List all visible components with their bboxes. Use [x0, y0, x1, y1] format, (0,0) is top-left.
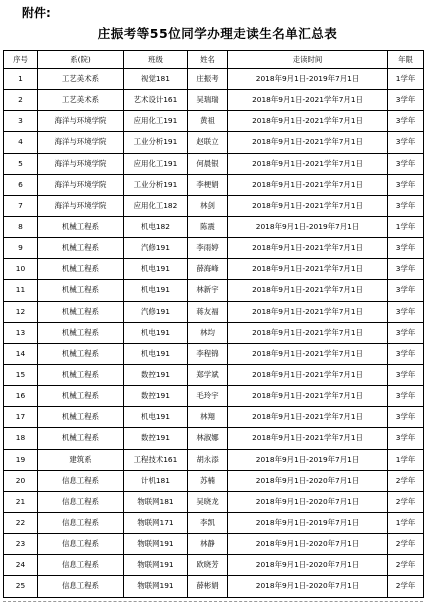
cell-class: 工业分析191 — [124, 174, 188, 195]
cell-commute-period: 2018年9月1日-2021学年7月1日 — [228, 322, 388, 343]
cell-class: 应用化工191 — [124, 153, 188, 174]
cell-duration: 3学年 — [388, 174, 424, 195]
page-bottom-divider — [3, 601, 423, 602]
cell-commute-period: 2018年9月1日-2021学年7月1日 — [228, 407, 388, 428]
cell-duration: 3学年 — [388, 90, 424, 111]
cell-class: 工程技术161 — [124, 449, 188, 470]
cell-commute-period: 2018年9月1日-2020年7月1日 — [228, 470, 388, 491]
cell-duration: 2学年 — [388, 576, 424, 597]
cell-index: 16 — [4, 386, 38, 407]
cell-duration: 3学年 — [388, 132, 424, 153]
cell-duration: 3学年 — [388, 428, 424, 449]
cell-commute-period: 2018年9月1日-2021学年7月1日 — [228, 238, 388, 259]
cell-index: 1 — [4, 69, 38, 90]
cell-class: 机电182 — [124, 216, 188, 237]
cell-index: 5 — [4, 153, 38, 174]
cell-name: 林静 — [188, 534, 228, 555]
cell-class: 物联网171 — [124, 512, 188, 533]
cell-class: 应用化工182 — [124, 195, 188, 216]
cell-class: 汽修191 — [124, 238, 188, 259]
table-row — [4, 280, 424, 301]
cell-commute-period: 2018年9月1日-2019年7月1日 — [228, 216, 388, 237]
table-row — [4, 153, 424, 174]
cell-class: 机电191 — [124, 259, 188, 280]
cell-index: 7 — [4, 195, 38, 216]
table-row — [4, 322, 424, 343]
table-row — [4, 512, 424, 533]
cell-name: 李梗娟 — [188, 174, 228, 195]
cell-commute-period: 2018年9月1日-2020年7月1日 — [228, 491, 388, 512]
cell-index: 22 — [4, 512, 38, 533]
cell-commute-period: 2018年9月1日-2021学年7月1日 — [228, 259, 388, 280]
cell-duration: 3学年 — [388, 259, 424, 280]
cell-name: 苏楠 — [188, 470, 228, 491]
cell-name: 吴晓龙 — [188, 491, 228, 512]
cell-department: 信息工程系 — [38, 576, 124, 597]
cell-name: 郑学斌 — [188, 364, 228, 385]
cell-commute-period: 2018年9月1日-2021学年7月1日 — [228, 364, 388, 385]
cell-name: 吴瑞瑞 — [188, 90, 228, 111]
cell-duration: 3学年 — [388, 238, 424, 259]
cell-name: 薛彬娟 — [188, 576, 228, 597]
table-row — [4, 576, 424, 597]
table-row — [4, 449, 424, 470]
cell-name: 胡永添 — [188, 449, 228, 470]
cell-index: 25 — [4, 576, 38, 597]
cell-department: 机械工程系 — [38, 216, 124, 237]
cell-name: 赵联立 — [188, 132, 228, 153]
cell-name: 李程锦 — [188, 343, 228, 364]
cell-duration: 1学年 — [388, 449, 424, 470]
cell-index: 21 — [4, 491, 38, 512]
cell-index: 2 — [4, 90, 38, 111]
cell-commute-period: 2018年9月1日-2019年7月1日 — [228, 512, 388, 533]
header-commute-period: 走读时间 — [228, 51, 388, 69]
table-row — [4, 216, 424, 237]
cell-class: 数控191 — [124, 364, 188, 385]
cell-class: 机电191 — [124, 407, 188, 428]
student-roster-table — [3, 50, 424, 598]
cell-duration: 3学年 — [388, 386, 424, 407]
cell-class: 汽修191 — [124, 301, 188, 322]
header-name: 姓名 — [188, 51, 228, 69]
cell-index: 3 — [4, 111, 38, 132]
table-row — [4, 534, 424, 555]
cell-commute-period: 2018年9月1日-2021学年7月1日 — [228, 132, 388, 153]
cell-commute-period: 2018年9月1日-2021学年7月1日 — [228, 301, 388, 322]
table-row — [4, 555, 424, 576]
cell-duration: 3学年 — [388, 407, 424, 428]
cell-department: 机械工程系 — [38, 386, 124, 407]
cell-department: 机械工程系 — [38, 259, 124, 280]
cell-commute-period: 2018年9月1日-2020年7月1日 — [228, 534, 388, 555]
cell-index: 20 — [4, 470, 38, 491]
cell-class: 物联网191 — [124, 534, 188, 555]
cell-commute-period: 2018年9月1日-2021学年7月1日 — [228, 90, 388, 111]
cell-duration: 3学年 — [388, 322, 424, 343]
cell-name: 毛玲宇 — [188, 386, 228, 407]
cell-name: 林均 — [188, 322, 228, 343]
cell-department: 机械工程系 — [38, 301, 124, 322]
cell-name: 何晨银 — [188, 153, 228, 174]
cell-department: 工艺美术系 — [38, 69, 124, 90]
cell-commute-period: 2018年9月1日-2021学年7月1日 — [228, 280, 388, 301]
cell-department: 建筑系 — [38, 449, 124, 470]
cell-department: 机械工程系 — [38, 343, 124, 364]
cell-index: 19 — [4, 449, 38, 470]
cell-department: 机械工程系 — [38, 322, 124, 343]
cell-duration: 2学年 — [388, 491, 424, 512]
cell-duration: 3学年 — [388, 111, 424, 132]
table-row — [4, 259, 424, 280]
cell-department: 机械工程系 — [38, 364, 124, 385]
cell-commute-period: 2018年9月1日-2021学年7月1日 — [228, 343, 388, 364]
cell-department: 机械工程系 — [38, 238, 124, 259]
cell-class: 工业分析191 — [124, 132, 188, 153]
cell-duration: 1学年 — [388, 512, 424, 533]
cell-class: 机电191 — [124, 322, 188, 343]
header-index: 序号 — [4, 51, 38, 69]
table-row — [4, 301, 424, 322]
header-class: 班级 — [124, 51, 188, 69]
table-row — [4, 364, 424, 385]
cell-department: 信息工程系 — [38, 470, 124, 491]
cell-commute-period: 2018年9月1日-2021学年7月1日 — [228, 195, 388, 216]
cell-index: 11 — [4, 280, 38, 301]
table-header-row — [4, 51, 424, 69]
cell-duration: 3学年 — [388, 153, 424, 174]
cell-name: 李雨婷 — [188, 238, 228, 259]
cell-index: 18 — [4, 428, 38, 449]
cell-department: 海洋与环境学院 — [38, 174, 124, 195]
table-row — [4, 238, 424, 259]
cell-duration: 1学年 — [388, 216, 424, 237]
table-row — [4, 491, 424, 512]
table-row — [4, 132, 424, 153]
cell-index: 4 — [4, 132, 38, 153]
cell-commute-period: 2018年9月1日-2021学年7月1日 — [228, 174, 388, 195]
cell-name: 林新宇 — [188, 280, 228, 301]
cell-class: 数控191 — [124, 428, 188, 449]
cell-index: 8 — [4, 216, 38, 237]
cell-commute-period: 2018年9月1日-2019年7月1日 — [228, 449, 388, 470]
cell-department: 机械工程系 — [38, 280, 124, 301]
cell-commute-period: 2018年9月1日-2021学年7月1日 — [228, 111, 388, 132]
cell-department: 海洋与环境学院 — [38, 153, 124, 174]
header-department: 系(院) — [38, 51, 124, 69]
cell-class: 计机181 — [124, 470, 188, 491]
table-row — [4, 69, 424, 90]
cell-commute-period: 2018年9月1日-2020年7月1日 — [228, 555, 388, 576]
cell-department: 海洋与环境学院 — [38, 132, 124, 153]
cell-index: 17 — [4, 407, 38, 428]
cell-commute-period: 2018年9月1日-2021学年7月1日 — [228, 153, 388, 174]
table-row — [4, 386, 424, 407]
cell-commute-period: 2018年9月1日-2021学年7月1日 — [228, 428, 388, 449]
cell-duration: 3学年 — [388, 364, 424, 385]
cell-index: 6 — [4, 174, 38, 195]
cell-class: 应用化工191 — [124, 111, 188, 132]
cell-duration: 3学年 — [388, 301, 424, 322]
cell-index: 14 — [4, 343, 38, 364]
cell-index: 13 — [4, 322, 38, 343]
table-row — [4, 195, 424, 216]
page-title: 庄振考等55位同学办理走读生名单汇总表 — [97, 26, 338, 41]
cell-index: 23 — [4, 534, 38, 555]
cell-name: 李凯 — [188, 512, 228, 533]
cell-duration: 3学年 — [388, 343, 424, 364]
cell-class: 艺术设计161 — [124, 90, 188, 111]
cell-index: 12 — [4, 301, 38, 322]
cell-department: 信息工程系 — [38, 491, 124, 512]
cell-name: 欧晓芳 — [188, 555, 228, 576]
table-row — [4, 428, 424, 449]
cell-department: 海洋与环境学院 — [38, 195, 124, 216]
attachment-label: 附件: — [22, 6, 51, 20]
table-row — [4, 111, 424, 132]
cell-class: 物联网191 — [124, 555, 188, 576]
cell-name: 蒋友福 — [188, 301, 228, 322]
cell-department: 海洋与环境学院 — [38, 111, 124, 132]
cell-department: 工艺美术系 — [38, 90, 124, 111]
cell-class: 机电191 — [124, 280, 188, 301]
cell-index: 10 — [4, 259, 38, 280]
cell-index: 15 — [4, 364, 38, 385]
cell-name: 黄祖 — [188, 111, 228, 132]
cell-commute-period: 2018年9月1日-2021学年7月1日 — [228, 386, 388, 407]
cell-class: 物联网181 — [124, 491, 188, 512]
cell-duration: 1学年 — [388, 69, 424, 90]
cell-name: 林剑 — [188, 195, 228, 216]
cell-department: 信息工程系 — [38, 555, 124, 576]
cell-class: 视觉181 — [124, 69, 188, 90]
table-body — [4, 69, 424, 598]
cell-duration: 2学年 — [388, 555, 424, 576]
cell-commute-period: 2018年9月1日-2020年7月1日 — [228, 576, 388, 597]
cell-index: 9 — [4, 238, 38, 259]
cell-class: 数控191 — [124, 386, 188, 407]
cell-name: 林翔 — [188, 407, 228, 428]
table-row — [4, 90, 424, 111]
cell-duration: 2学年 — [388, 534, 424, 555]
table-row — [4, 407, 424, 428]
table-row — [4, 343, 424, 364]
cell-class: 物联网191 — [124, 576, 188, 597]
cell-name: 薛海峰 — [188, 259, 228, 280]
cell-name: 庄振考 — [188, 69, 228, 90]
cell-class: 机电191 — [124, 343, 188, 364]
table-row — [4, 470, 424, 491]
cell-index: 24 — [4, 555, 38, 576]
cell-commute-period: 2018年9月1日-2019年7月1日 — [228, 69, 388, 90]
table-row — [4, 174, 424, 195]
cell-department: 机械工程系 — [38, 407, 124, 428]
cell-department: 机械工程系 — [38, 428, 124, 449]
header-duration: 年限 — [388, 51, 424, 69]
cell-name: 陈震 — [188, 216, 228, 237]
cell-department: 信息工程系 — [38, 534, 124, 555]
cell-duration: 3学年 — [388, 280, 424, 301]
cell-name: 林淑娜 — [188, 428, 228, 449]
cell-duration: 2学年 — [388, 470, 424, 491]
cell-department: 信息工程系 — [38, 512, 124, 533]
cell-duration: 3学年 — [388, 195, 424, 216]
